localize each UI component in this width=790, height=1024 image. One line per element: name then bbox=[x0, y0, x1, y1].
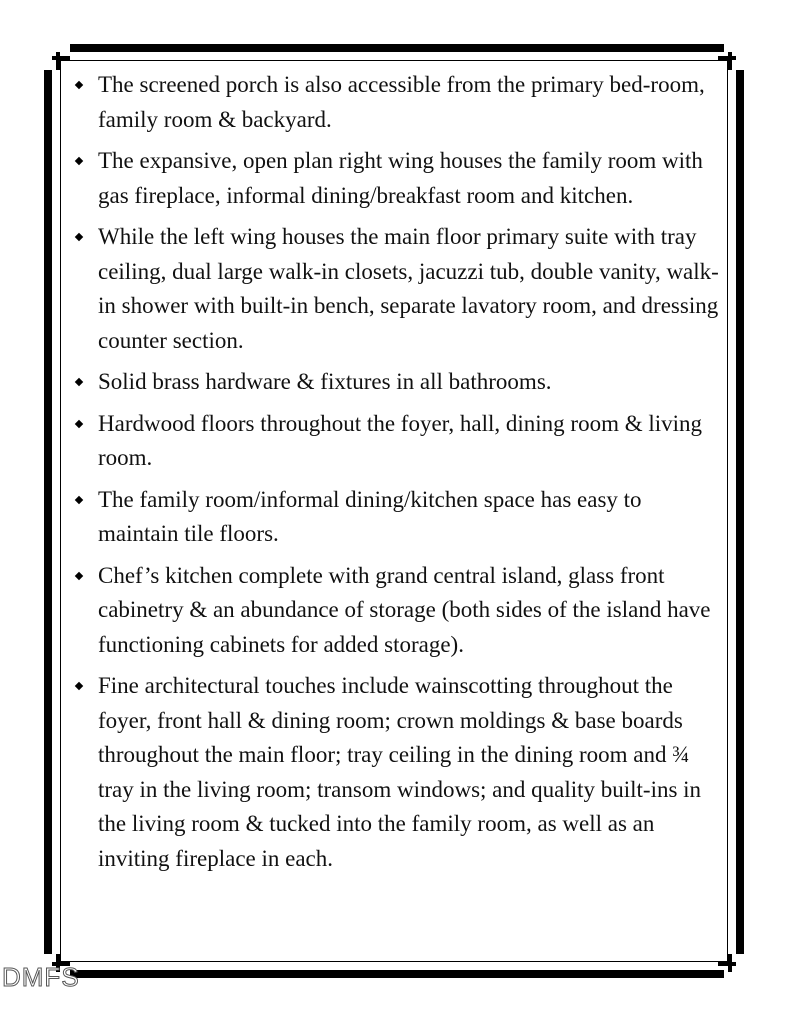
list-item bbox=[74, 559, 724, 663]
diamond-bullet-icon bbox=[75, 81, 83, 89]
diamond-bullet-icon bbox=[75, 682, 83, 690]
diamond-bullet-icon bbox=[75, 157, 83, 165]
feature-list-container bbox=[74, 68, 724, 883]
list-item bbox=[74, 365, 724, 400]
list-item bbox=[74, 669, 724, 876]
list-item-text: While the left wing houses the main floor primary suite with tray ceiling, dual large walk-in closets, jacuzzi tub, double vanity, walk-in shower with built-in bench, separate lavatory room, and dressing counter section. bbox=[98, 224, 719, 353]
frame-top-bar bbox=[70, 44, 724, 52]
diamond-bullet-icon bbox=[75, 378, 83, 386]
list-item-text: Chef’s kitchen complete with grand central island, glass front cabinetry & an abundance of storage (both sides of the island have functioning cabinets for added storage). bbox=[98, 562, 711, 657]
list-item bbox=[74, 220, 724, 358]
frame-corner-bottom-right-v bbox=[728, 954, 732, 972]
feature-list bbox=[74, 68, 724, 876]
diamond-bullet-icon bbox=[75, 495, 83, 503]
list-item-text: The family room/informal dining/kitchen space has easy to maintain tile floors. bbox=[98, 486, 642, 546]
diamond-bullet-icon bbox=[75, 419, 83, 427]
watermark-logo: DMFS bbox=[2, 962, 80, 992]
frame-corner-bottom-right bbox=[718, 962, 736, 966]
list-item bbox=[74, 68, 724, 137]
frame-left-bar bbox=[44, 70, 52, 954]
diamond-bullet-icon bbox=[75, 233, 83, 241]
frame-corner-top-right-v bbox=[728, 52, 732, 70]
list-item bbox=[74, 483, 724, 552]
frame-right-bar bbox=[736, 70, 744, 954]
list-item-text: Hardwood floors throughout the foyer, hall, dining room & living room. bbox=[98, 410, 703, 470]
diamond-bullet-icon bbox=[75, 571, 83, 579]
list-item bbox=[74, 144, 724, 213]
list-item-text: The screened porch is also accessible from the primary bed-room, family room & backyard. bbox=[98, 72, 705, 132]
list-item-text: Fine architectural touches include wainscotting throughout the foyer, front hall & dining room; crown moldings & base boards throughout the main floor; tray ceiling in the dining room and ¾ tray in the living room; transom windows; and quality built-ins in the living room & tucked into the family room, as well as an inviting fireplace in each. bbox=[98, 673, 702, 871]
list-item-text: The expansive, open plan right wing houses the family room with gas fireplace, informal dining/breakfast room and kitchen. bbox=[98, 148, 703, 208]
list-item-text: Solid brass hardware & fixtures in all bathrooms. bbox=[98, 369, 552, 394]
list-item bbox=[74, 407, 724, 476]
frame-bottom-bar bbox=[70, 970, 724, 978]
